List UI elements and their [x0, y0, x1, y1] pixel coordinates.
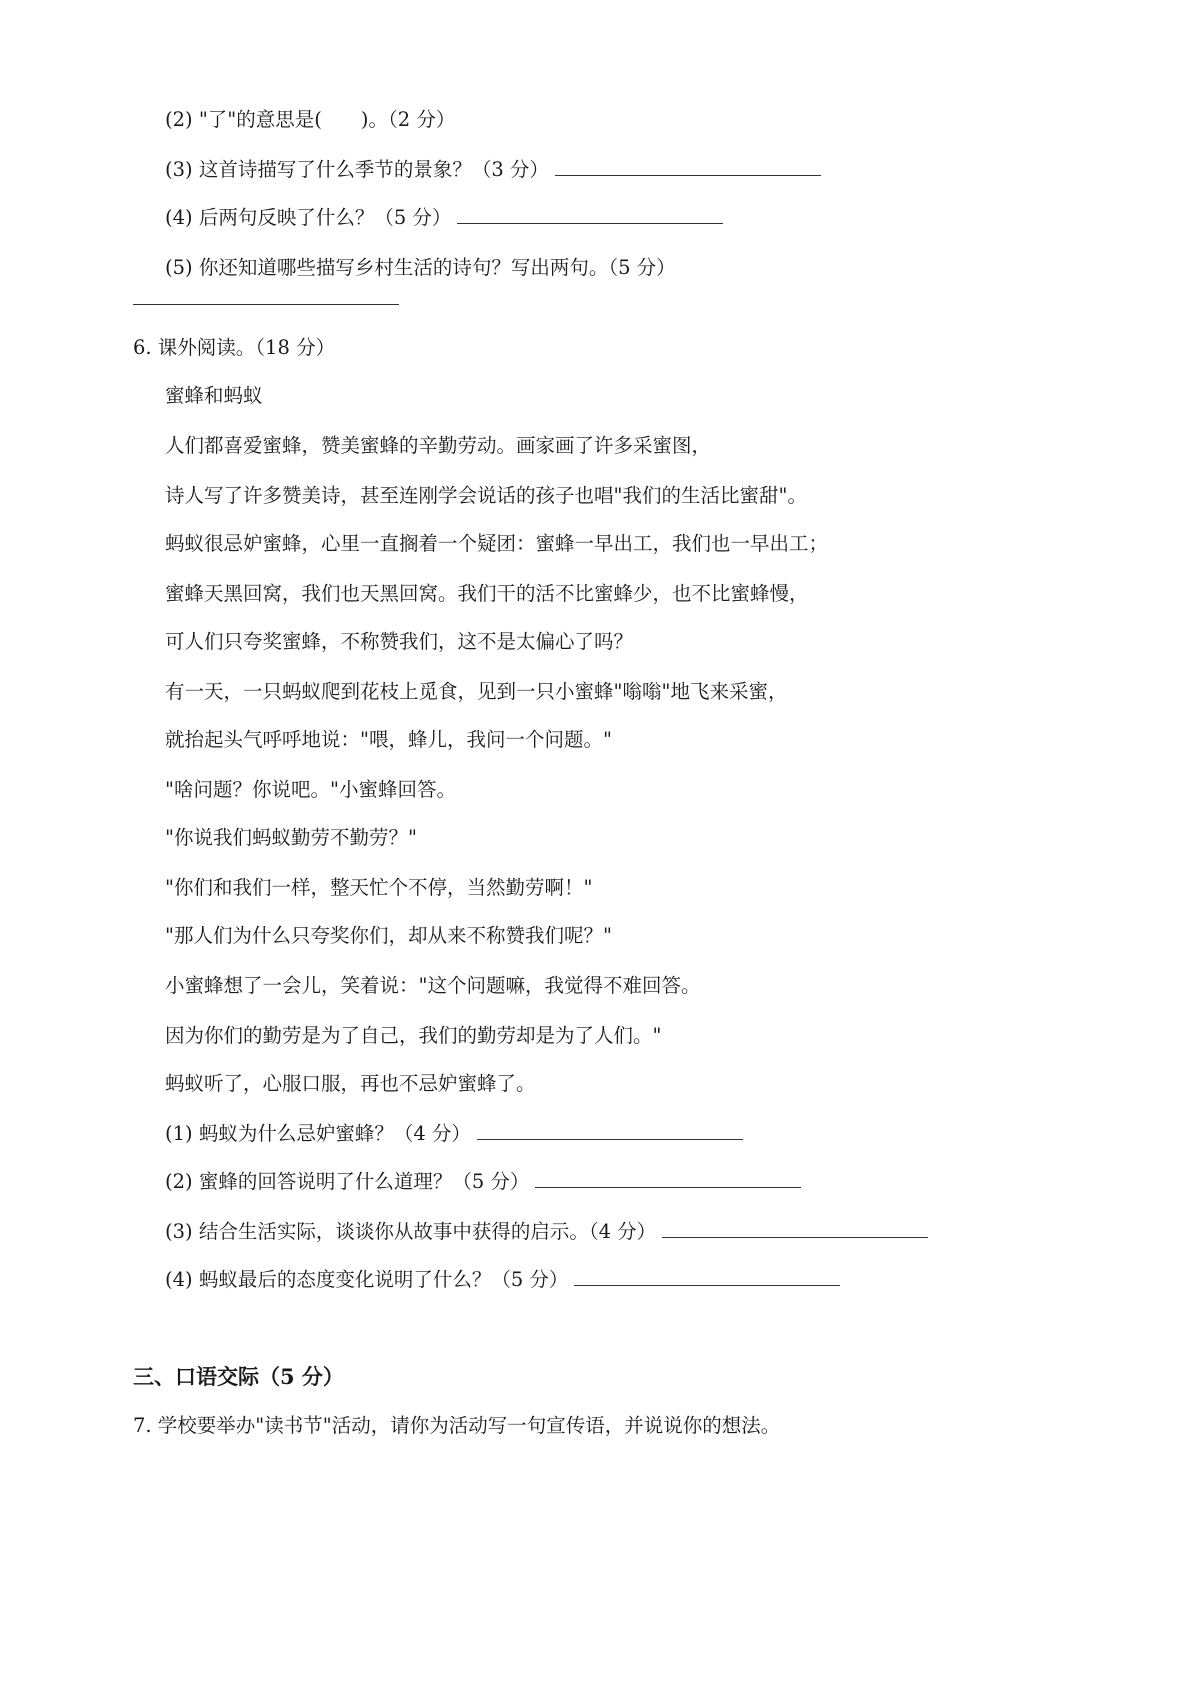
reading-question-1-text: (1) 蚂蚁为什么忌妒蜜蜂？（4 分） [165, 1122, 471, 1145]
story-paragraph: "那人们为什么只夸奖你们，却从来不称赞我们呢？" [165, 924, 612, 947]
answer-blank[interactable] [574, 1284, 840, 1286]
section-3-heading [133, 1366, 344, 1387]
story-paragraph: "啥问题？你说吧。"小蜜蜂回答。 [165, 778, 456, 801]
question-2 [165, 110, 455, 130]
reading-heading-text: 6. 课外阅读。（18 分） [133, 336, 336, 359]
reading-question-3 [165, 1222, 928, 1242]
story-paragraph: "你们和我们一样，整天忙个不停，当然勤劳啊！" [165, 876, 593, 899]
story-paragraph: 有一天，一只蚂蚁爬到花枝上觅食，见到一只小蜜蜂"嗡嗡"地飞来采蜜， [165, 680, 788, 703]
question-2-text: (2) "了"的意思是( )。（2 分） [165, 108, 456, 131]
reading-heading [133, 338, 335, 358]
story-paragraph: 就抬起头气呼呼地说："喂，蜂儿，我问一个问题。" [165, 728, 612, 751]
question-3 [165, 160, 821, 180]
answer-blank[interactable] [133, 304, 399, 305]
story-paragraph: 因为你们的勤劳是为了自己，我们的勤劳却是为了人们。" [165, 1024, 662, 1047]
reading-question-1 [165, 1124, 743, 1144]
story-paragraph: 蚂蚁很忌妒蜜蜂，心里一直搁着一个疑团：蜜蜂一早出工，我们也一早出工； [165, 532, 829, 555]
story-paragraph: 小蜜蜂想了一会儿，笑着说："这个问题嘛，我觉得不难回答。 [165, 974, 701, 997]
question-5 [165, 258, 676, 278]
question-5-text: (5) 你还知道哪些描写乡村生活的诗句？写出两句。（5 分） [165, 256, 676, 279]
answer-blank[interactable] [535, 1186, 801, 1188]
reading-question-4 [165, 1270, 840, 1290]
answer-blank[interactable] [555, 174, 821, 176]
story-paragraph: 可人们只夸奖蜜蜂，不称赞我们，这不是太偏心了吗？ [165, 630, 634, 653]
reading-question-4-text: (4) 蚂蚁最后的态度变化说明了什么？（5 分） [165, 1268, 569, 1291]
question-7-text: 7. 学校要举办"读书节"活动，请你为活动写一句宣传语，并说说你的想法。 [133, 1414, 781, 1437]
story-title [165, 386, 263, 406]
question-3-text: (3) 这首诗描写了什么季节的景象？（3 分） [165, 158, 549, 181]
question-7 [133, 1416, 780, 1436]
reading-question-3-text: (3) 结合生活实际，谈谈你从故事中获得的启示。（4 分） [165, 1220, 657, 1243]
question-4-text: (4) 后两句反映了什么？（5 分） [165, 206, 452, 229]
question-4 [165, 208, 723, 228]
answer-blank[interactable] [662, 1236, 928, 1238]
story-title-text: 蜜蜂和蚂蚁 [165, 384, 263, 407]
reading-question-2 [165, 1172, 801, 1192]
story-paragraph: "你说我们蚂蚁勤劳不勤劳？" [165, 826, 417, 849]
answer-blank[interactable] [477, 1138, 743, 1140]
reading-question-2-text: (2) 蜜蜂的回答说明了什么道理？（5 分） [165, 1170, 530, 1193]
answer-blank[interactable] [457, 222, 723, 224]
story-paragraph: 人们都喜爱蜜蜂，赞美蜜蜂的辛勤劳动。画家画了许多采蜜图， [165, 434, 712, 457]
section-3-heading-text: 三、口语交际（5 分） [133, 1364, 344, 1389]
story-paragraph: 蚂蚁听了，心服口服，再也不忌妒蜜蜂了。 [165, 1072, 536, 1095]
story-paragraph: 诗人写了许多赞美诗，甚至连刚学会说话的孩子也唱"我们的生活比蜜甜"。 [165, 484, 807, 507]
story-paragraph: 蜜蜂天黑回窝，我们也天黑回窝。我们干的活不比蜜蜂少，也不比蜜蜂慢， [165, 582, 809, 605]
